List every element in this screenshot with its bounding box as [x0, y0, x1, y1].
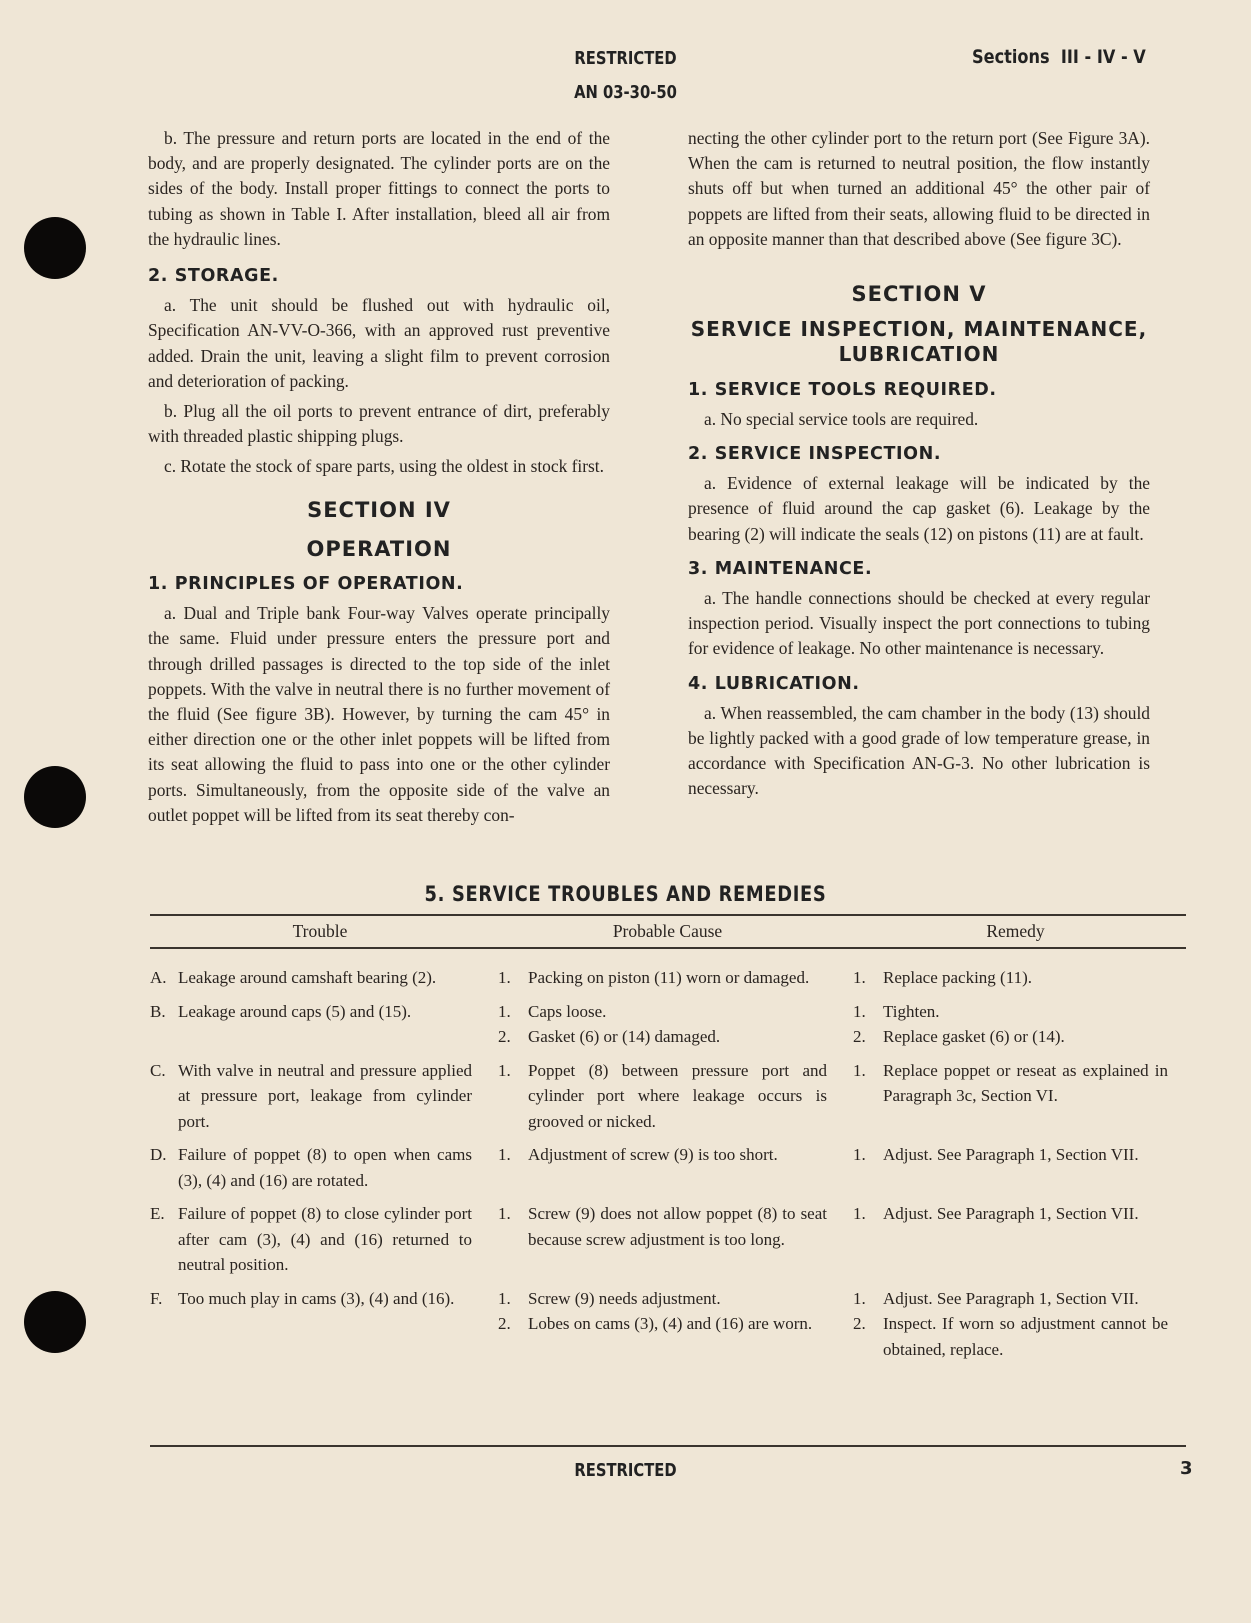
cause-item-text: Adjustment of screw (9) is too short.	[528, 1145, 778, 1164]
operation-continuation: necting the other cylinder port to the return port (See Figure 3A). When the cam is returned to neutral position, the flow instantly shuts off but when turned an additional 45° the other pair of poppets are lifted from their seats, allowing fluid to be directed in an opposite manner than that described above (See figure 3C).	[688, 128, 1150, 249]
table-body	[150, 949, 1186, 1370]
inspection-paragraph-a: a. Evidence of external leakage will be indicated by the presence of fluid around the cap gasket (6). Leakage by the bearing (2) will indicate the seals (12) on pistons (11) are at fault.	[688, 473, 1150, 544]
section-v-title: SECTION V	[851, 282, 987, 307]
cause-item-text: Gasket (6) or (14) damaged.	[528, 1027, 721, 1046]
column-header-remedy: Remedy	[986, 921, 1045, 942]
trouble-cell	[150, 1142, 490, 1201]
section-v-subtitle-line1: SERVICE INSPECTION, MAINTENANCE,	[690, 317, 1148, 342]
cause-item	[490, 1142, 845, 1168]
remedy-item-label: 1.	[853, 1060, 866, 1080]
maintenance-heading: 3. MAINTENANCE.	[688, 558, 873, 579]
cause-cell	[490, 1142, 845, 1201]
table-row	[150, 1142, 1186, 1201]
cause-item-label: 1.	[498, 1288, 511, 1308]
trouble-item-label: A.	[150, 968, 167, 987]
header-doc-number: AN 03-30-50	[574, 82, 677, 103]
footer-classification: RESTRICTED	[574, 1460, 677, 1481]
trouble-cell	[150, 1201, 490, 1286]
remedy-item	[845, 1286, 1186, 1312]
tools-heading: 1. SERVICE TOOLS REQUIRED.	[688, 379, 997, 400]
cause-cell	[490, 965, 845, 999]
storage-paragraph-c: c. Rotate the stock of spare parts, using the oldest in stock first.	[164, 456, 604, 477]
remedy-item	[845, 999, 1186, 1025]
cause-item-label: 1.	[498, 1145, 511, 1164]
cause-item-text: Caps loose.	[528, 1001, 607, 1021]
cause-item-label: 1.	[498, 1204, 511, 1223]
left-column	[148, 126, 610, 828]
header-classification: RESTRICTED	[574, 48, 677, 69]
header-sections: Sections III - IV - V	[972, 46, 1146, 68]
cause-item-label: 1.	[498, 1060, 511, 1080]
remedy-item-text: Adjust. See Paragraph 1, Section VII.	[883, 1145, 1139, 1164]
trouble-item-label: B.	[150, 1001, 166, 1021]
remedy-item	[845, 965, 1186, 991]
storage-paragraph-a: a. The unit should be flushed out with hydraulic oil, Specification AN-VV-O-366, with an approved rust preventive added. Drain the unit, leaving a slight film to prevent corrosion and deterioration of packing.	[148, 295, 610, 391]
remedy-item-label: 1.	[853, 1001, 866, 1021]
remedy-item-text: Adjust. See Paragraph 1, Section VII.	[883, 1204, 1139, 1223]
remedy-item-text: Replace poppet or reseat as explained in Paragraph 3c, Section VI.	[883, 1060, 1168, 1105]
binder-hole-top	[24, 217, 86, 279]
right-column	[688, 126, 1150, 802]
cause-item	[490, 1058, 845, 1135]
principles-heading: 1. PRINCIPLES OF OPERATION.	[148, 574, 464, 595]
table-row	[150, 1286, 1186, 1371]
cause-item-text: Packing on piston (11) worn or damaged.	[528, 968, 810, 987]
remedy-cell	[845, 1058, 1186, 1143]
cause-item-text: Lobes on cams (3), (4) and (16) are worn.	[528, 1314, 813, 1333]
trouble-item	[150, 1058, 490, 1135]
remedy-item-text: Inspect. If worn so adjustment cannot be obtained, replace.	[883, 1314, 1168, 1359]
section-iv-subtitle: OPERATION	[306, 536, 452, 561]
cause-item-text: Poppet (8) between pressure port and cylinder port where leakage occurs is grooved or nicked.	[528, 1060, 827, 1131]
table-row	[150, 1058, 1186, 1143]
trouble-item-label: F.	[150, 1288, 163, 1308]
remedy-item-text: Replace gasket (6) or (14).	[883, 1027, 1065, 1046]
remedy-cell	[845, 965, 1186, 999]
trouble-cell	[150, 999, 490, 1058]
remedy-item	[845, 1024, 1186, 1050]
cause-item	[490, 1024, 845, 1050]
cause-item	[490, 1286, 845, 1312]
cause-item	[490, 999, 845, 1025]
section-iv-title: SECTION IV	[307, 497, 451, 522]
install-paragraph-b: b. The pressure and return ports are located in the end of the body, and are properly designated. The cylinder ports are on the sides of the body. Install proper fittings to connect the ports to tubing as shown in Table I. After installation, bleed all air from the hydraulic lines.	[148, 128, 610, 249]
cause-cell	[490, 1201, 845, 1286]
trouble-item	[150, 1142, 490, 1193]
column-header-cause: Probable Cause	[612, 921, 723, 942]
principles-paragraph-a: a. Dual and Triple bank Four-way Valves operate principally the same. Fluid under pressure enters the pressure port and through drilled passages is directed to the top side of the inlet poppets. With the valve in neutral there is no further movement of the fluid (See figure 3B). However, by turning the cam 45° in either direction one or the other inlet poppets will be lifted from its seat allowing the fluid to pass into one or the other cylinder ports. Simultaneously, from the opposite side of the valve an outlet poppet will be lifted from its seat thereby con-	[148, 603, 610, 825]
lubrication-heading: 4. LUBRICATION.	[688, 673, 860, 694]
inspection-heading: 2. SERVICE INSPECTION.	[688, 444, 942, 465]
trouble-item	[150, 1201, 490, 1278]
remedy-cell	[845, 1286, 1186, 1371]
trouble-item	[150, 999, 490, 1025]
page-number: 3	[1180, 1458, 1193, 1479]
table-row	[150, 1201, 1186, 1286]
remedy-item-text: Replace packing (11).	[883, 968, 1032, 987]
troubles-table	[150, 915, 1186, 1370]
section-v-subtitle-line2: LUBRICATION	[838, 342, 1000, 367]
trouble-item-label: C.	[150, 1060, 166, 1080]
trouble-item-label: E.	[150, 1204, 165, 1223]
cause-item-text: Screw (9) does not allow poppet (8) to seat because screw adjustment is too long.	[528, 1204, 827, 1249]
cause-cell	[490, 1286, 845, 1371]
trouble-item-text: Failure of poppet (8) to open when cams (3), (4) and (16) are rotated.	[178, 1145, 472, 1190]
cause-item-label: 2.	[498, 1314, 511, 1333]
remedy-item	[845, 1311, 1186, 1362]
cause-item	[490, 1311, 845, 1337]
trouble-cell	[150, 1058, 490, 1143]
lubrication-paragraph-a: a. When reassembled, the cam chamber in the body (13) should be lightly packed with a good grade of low temperature grease, in accordance with Specification AN-G-3. No other lubrication is necessary.	[688, 702, 1150, 799]
remedy-item-text: Tighten.	[883, 1001, 940, 1021]
remedy-item-label: 1.	[853, 1145, 866, 1164]
cause-cell	[490, 1058, 845, 1143]
remedy-item-label: 2.	[853, 1314, 866, 1333]
table-row	[150, 965, 1186, 999]
remedy-item	[845, 1058, 1186, 1109]
remedy-cell	[845, 1142, 1186, 1201]
remedy-cell	[845, 999, 1186, 1058]
column-header-trouble: Trouble	[292, 921, 348, 942]
cause-item	[490, 1201, 845, 1252]
storage-heading: 2. STORAGE.	[148, 266, 279, 287]
trouble-item	[150, 965, 490, 991]
cause-item-label: 1.	[498, 968, 511, 987]
remedy-item	[845, 1142, 1186, 1168]
remedy-item-label: 1.	[853, 1204, 866, 1223]
remedy-item-label: 1.	[853, 1288, 866, 1308]
remedy-item-label: 1.	[853, 968, 866, 987]
table-row	[150, 999, 1186, 1058]
storage-paragraph-b: b. Plug all the oil ports to prevent entrance of dirt, preferably with threaded plastic shipping plugs.	[148, 401, 610, 447]
remedy-item	[845, 1201, 1186, 1227]
maintenance-paragraph-a: a. The handle connections should be checked at every regular inspection period. Visually inspect the port connections to tubing for evidence of leakage. No other maintenance is necessary.	[688, 588, 1150, 659]
tools-paragraph-a: a. No special service tools are required.	[704, 408, 979, 429]
binder-hole-bottom	[24, 1291, 86, 1353]
cause-cell	[490, 999, 845, 1058]
cause-item-label: 2.	[498, 1027, 511, 1046]
trouble-item-label: D.	[150, 1145, 167, 1164]
cause-item-label: 1.	[498, 1001, 511, 1021]
trouble-item-text: Too much play in cams (3), (4) and (16).	[178, 1288, 455, 1308]
remedy-item-text: Adjust. See Paragraph 1, Section VII.	[883, 1288, 1139, 1308]
troubles-table-title: 5. SERVICE TROUBLES AND REMEDIES	[424, 882, 827, 906]
binder-hole-middle	[24, 766, 86, 828]
remedy-item-label: 2.	[853, 1027, 866, 1046]
table-bottom-rule	[150, 1445, 1186, 1447]
trouble-cell	[150, 1286, 490, 1371]
cause-item	[490, 965, 845, 991]
table-header-row	[150, 915, 1186, 949]
remedy-cell	[845, 1201, 1186, 1286]
trouble-item-text: Failure of poppet (8) to close cylinder port after cam (3), (4) and (16) returned to neutral position.	[178, 1204, 472, 1274]
trouble-item-text: Leakage around camshaft bearing (2).	[178, 968, 437, 987]
trouble-item-text: Leakage around caps (5) and (15).	[178, 1001, 412, 1021]
trouble-cell	[150, 965, 490, 999]
cause-item-text: Screw (9) needs adjustment.	[528, 1288, 721, 1308]
trouble-item-text: With valve in neutral and pressure applied at pressure port, leakage from cylinder port.	[178, 1060, 472, 1131]
trouble-item	[150, 1286, 490, 1312]
